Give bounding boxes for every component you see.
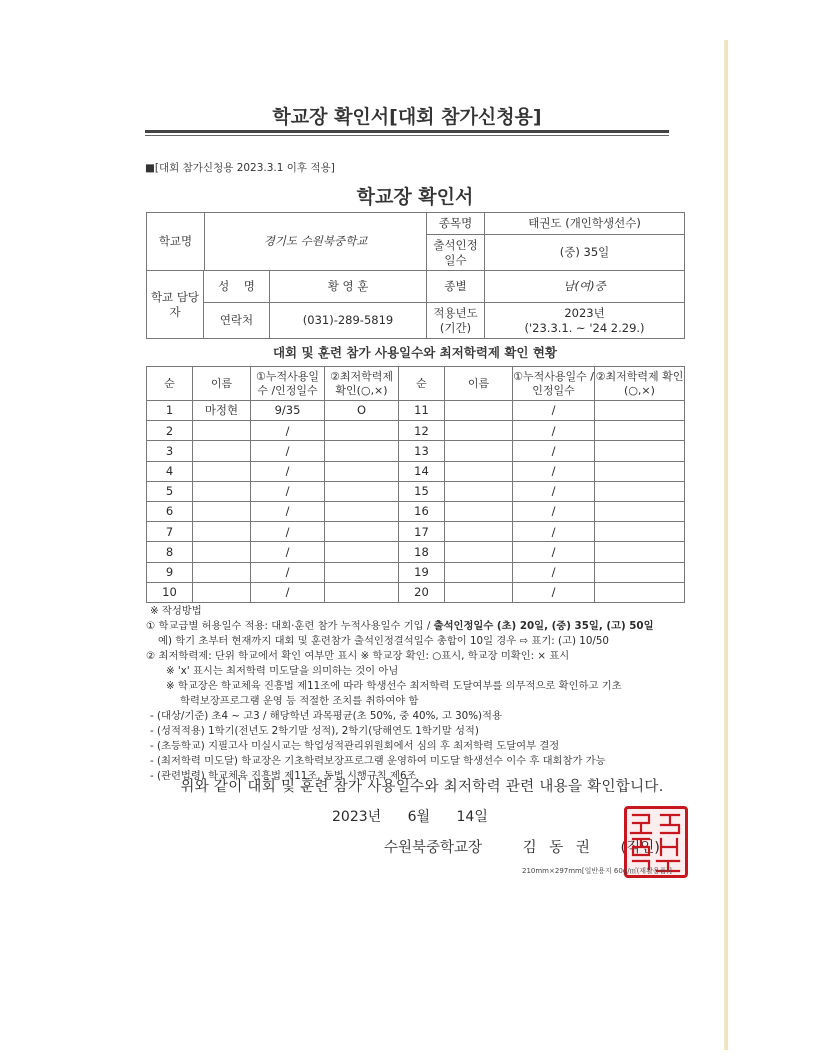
principal-name: 김 동 권: [522, 840, 594, 856]
sport-value: 태권도 (개인학생선수): [485, 213, 685, 235]
contact-label: 연락처: [204, 303, 270, 339]
row-num-right: 11: [399, 401, 445, 421]
note-1a: ① 학교급별 허용일수 적용: 대회·훈련 참가 누적사용일수 기입 /: [146, 620, 434, 632]
table-row: [147, 562, 685, 582]
row-days-right: /: [513, 542, 595, 562]
header-rule: [145, 130, 669, 133]
header-name-right: 이름: [445, 367, 513, 401]
year-cell: [485, 303, 685, 339]
row-name-right: [445, 542, 513, 562]
row-num-right: 17: [399, 522, 445, 542]
note-2: ② 최저학력제: 단위 학교에서 확인 여부만 표시 ※ 학교장 확인: ○표시, 학교장 미확인: × 표시: [146, 650, 570, 662]
row-name-right: [445, 522, 513, 542]
row-name-left: [193, 562, 251, 582]
row-num-left: 5: [147, 481, 193, 501]
row-num-right: 20: [399, 582, 445, 602]
table-row: [147, 501, 685, 521]
row-num-right: 16: [399, 501, 445, 521]
name-value: 황 영 훈: [270, 271, 427, 303]
row-name-left: [193, 441, 251, 461]
seal-label: (직인): [620, 840, 660, 856]
row-check-right: [595, 461, 685, 481]
table-row: [147, 441, 685, 461]
row-days-right: /: [513, 441, 595, 461]
gender-label: 종별: [427, 271, 485, 303]
row-name-right: [445, 562, 513, 582]
row-days-right: /: [513, 401, 595, 421]
row-num-left: 4: [147, 461, 193, 481]
note-9: - (최저학력 미도달) 학교장은 기초학력보장프로그램 운영하여 미도달 학생선수 이수 후 대회참가 가능: [150, 755, 606, 767]
note-1-example: 예) 학기 초부터 현재까지 대회 및 훈련참가 출석인정결석일수 총합이 10일 경우 ⇨ 표기: (고) 10/50: [158, 635, 609, 647]
row-days-right: /: [513, 461, 595, 481]
school-name-label: 학교명: [158, 234, 193, 249]
name-label: 성 명: [204, 271, 270, 303]
note-1: [146, 619, 706, 634]
note-10: - (관련법령) 학교체육 진흥법 제11조, 동법 시행규칙 제6조: [150, 770, 417, 782]
issue-date: [332, 806, 510, 826]
row-num-right: 15: [399, 481, 445, 501]
row-days-left: /: [251, 562, 325, 582]
row-days-right: /: [513, 582, 595, 602]
row-num-left: 8: [147, 542, 193, 562]
note-8: - (초등학교) 지필고사 미실시교는 학업성적관리위원회에서 심의 후 최저학력 도달여부 결정: [150, 740, 560, 752]
row-num-left: 3: [147, 441, 193, 461]
row-check-left: [325, 522, 399, 542]
row-name-left: [193, 461, 251, 481]
apply-note: ■[대회 참가신청용 2023.3.1 이후 적용]: [145, 162, 335, 174]
usage-table-body: [147, 401, 685, 603]
row-check-right: [595, 421, 685, 441]
header-rule-thin: [145, 135, 669, 136]
row-name-left: [193, 421, 251, 441]
writing-instructions: [146, 604, 706, 784]
row-days-left: /: [251, 481, 325, 501]
row-days-left: 9/35: [251, 401, 325, 421]
status-title: 대회 및 훈련 참가 사용일수와 최저학력제 확인 현황: [272, 345, 558, 360]
year-label: 적용년도 (기간): [427, 303, 485, 339]
school-name-cell: [147, 213, 427, 271]
row-name-right: [445, 582, 513, 602]
table-row: [147, 401, 685, 421]
date-day: 14일: [456, 809, 488, 825]
row-name-right: [445, 441, 513, 461]
row-check-left: [325, 421, 399, 441]
principal-signature-line: [384, 836, 660, 857]
row-days-right: /: [513, 421, 595, 441]
confirmation-statement: 위와 같이 대회 및 훈련 참가 사용일수와 최저학력 관련 내용을 확인합니다.: [180, 779, 664, 795]
row-name-right: [445, 401, 513, 421]
row-days-left: /: [251, 542, 325, 562]
header-check-right: ②최저학력제 확인(○,×): [595, 367, 685, 401]
row-num-left: 6: [147, 501, 193, 521]
row-check-left: [325, 481, 399, 501]
row-check-right: [595, 582, 685, 602]
row-days-left: /: [251, 441, 325, 461]
row-name-right: [445, 501, 513, 521]
staff-label: 학교 담당자: [147, 271, 204, 339]
row-num-left: 10: [147, 582, 193, 602]
row-num-left: 7: [147, 522, 193, 542]
table-row: [147, 582, 685, 602]
row-num-right: 14: [399, 461, 445, 481]
table-row: [147, 522, 685, 542]
row-name-right: [445, 421, 513, 441]
note-1b: 출석인정일수 (초) 20일, (중) 35일, (고) 50일: [433, 620, 654, 632]
table-row: [147, 461, 685, 481]
row-name-left: [193, 481, 251, 501]
row-name-left: [193, 542, 251, 562]
attendance-label: 출석인정 일수: [427, 235, 485, 271]
row-check-right: [595, 481, 685, 501]
row-days-left: /: [251, 582, 325, 602]
header-name-left: 이름: [193, 367, 251, 401]
row-days-left: /: [251, 421, 325, 441]
note-4: ※ 학교장은 학교체육 진흥법 제11조에 따라 학생선수 최저학력 도달여부를 의무적으로 확인하고 기초: [166, 680, 622, 692]
row-check-left: [325, 582, 399, 602]
row-num-left: 2: [147, 421, 193, 441]
header-days-left: ①누적사용일수 /인정일수: [251, 367, 325, 401]
row-name-left: [193, 582, 251, 602]
principal-title: 수원북중학교장: [384, 840, 483, 856]
header-num-left: 순: [147, 367, 193, 401]
row-check-left: [325, 542, 399, 562]
row-check-left: [325, 562, 399, 582]
date-month: 6월: [407, 809, 431, 825]
header-days-right: ①누적사용일수 /인정일수: [513, 367, 595, 401]
usage-table: [146, 366, 685, 603]
row-check-left: [325, 501, 399, 521]
row-check-right: [595, 401, 685, 421]
row-num-right: 18: [399, 542, 445, 562]
note-5: 학력보장프로그램 운영 등 적절한 조치를 취하여야 함: [180, 695, 419, 707]
row-name-right: [445, 481, 513, 501]
table-row: [147, 542, 685, 562]
header-num-right: 순: [399, 367, 445, 401]
row-check-left: O: [325, 401, 399, 421]
row-days-right: /: [513, 501, 595, 521]
gender-value: 남(여)중: [485, 271, 685, 303]
form-title: 학교장 확인서: [356, 186, 474, 208]
note-3: ※ 'x' 표시는 최저학력 미도달을 의미하는 것이 아님: [166, 665, 399, 677]
contact-value: (031)-289-5819: [270, 303, 427, 339]
row-days-right: /: [513, 562, 595, 582]
row-check-left: [325, 441, 399, 461]
row-num-right: 12: [399, 421, 445, 441]
table-row: [147, 481, 685, 501]
row-check-right: [595, 542, 685, 562]
table-row: [147, 421, 685, 441]
row-check-left: [325, 461, 399, 481]
row-check-right: [595, 441, 685, 461]
date-year: 2023년: [332, 809, 382, 825]
school-info-table: [146, 212, 685, 339]
row-num-right: 19: [399, 562, 445, 582]
row-name-right: [445, 461, 513, 481]
row-num-right: 13: [399, 441, 445, 461]
row-check-right: [595, 522, 685, 542]
row-days-left: /: [251, 461, 325, 481]
row-name-left: 마정현: [193, 401, 251, 421]
sport-label: 종목명: [427, 213, 485, 235]
row-check-right: [595, 501, 685, 521]
row-days-right: /: [513, 522, 595, 542]
year-value: 2023년: [564, 305, 605, 320]
attendance-value: (중) 35일: [485, 235, 685, 271]
row-days-left: /: [251, 522, 325, 542]
note-6: - (대상/기준) 초4 ~ 고3 / 해당학년 과목평균(초 50%, 중 40%, 고 30%)적용: [150, 710, 502, 722]
school-name-value: 경기도 수원북중학교: [204, 213, 426, 270]
document-header-title: 학교장 확인서[대회 참가신청용]: [272, 106, 542, 128]
row-num-left: 1: [147, 401, 193, 421]
row-check-right: [595, 562, 685, 582]
paper-edge: [724, 40, 728, 1050]
paper-spec: 210mm×297mm[일반용지 60g/㎡(재활용품)]: [522, 867, 672, 875]
row-name-left: [193, 501, 251, 521]
row-days-right: /: [513, 481, 595, 501]
note-7: - (성적적용) 1학기(전년도 2학기말 성적), 2학기(당해연도 1학기말 성적): [150, 725, 479, 737]
row-days-left: /: [251, 501, 325, 521]
header-check-left: ②최저학력제 확인(○,×): [325, 367, 399, 401]
period-value: ('23.3.1. ~ '24 2.29.): [524, 320, 645, 335]
row-name-left: [193, 522, 251, 542]
notes-heading: ※ 작성방법: [150, 605, 202, 617]
row-num-left: 9: [147, 562, 193, 582]
